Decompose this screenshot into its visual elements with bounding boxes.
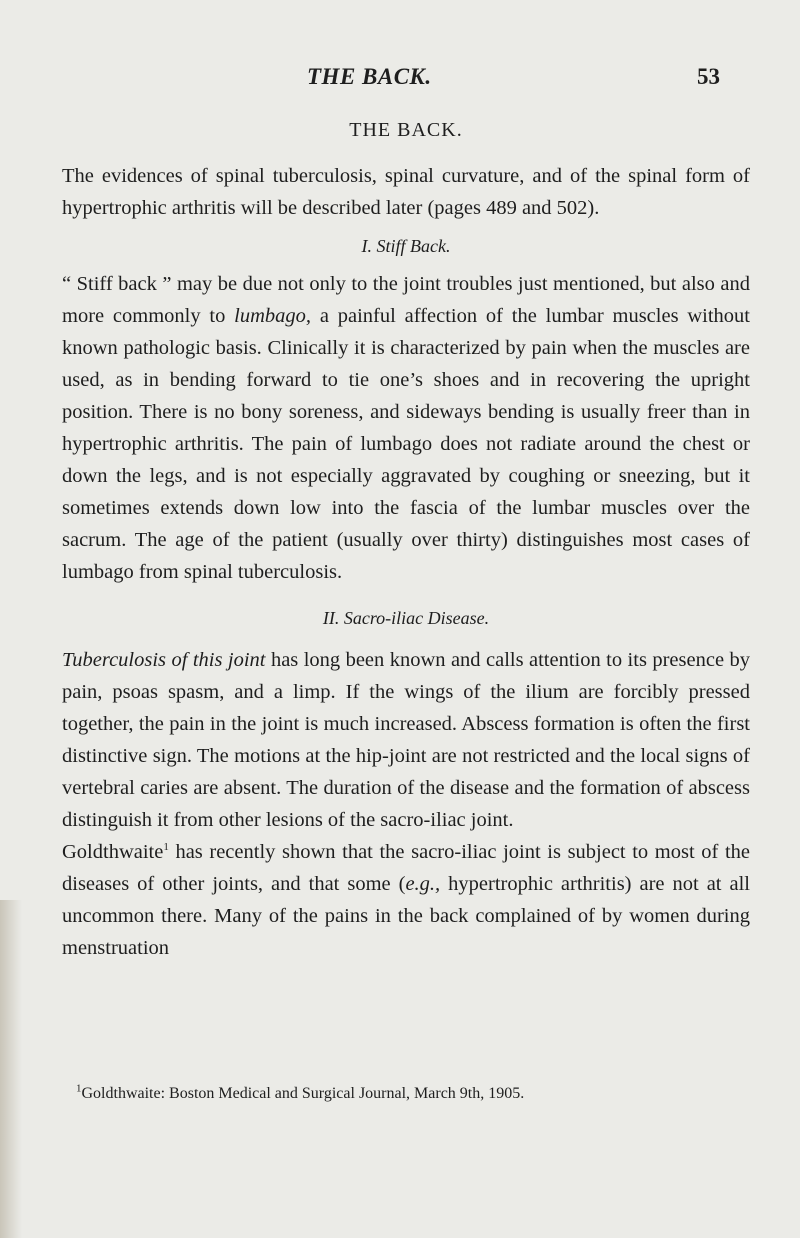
stiff-back-text-part1: “ Stiff back ” may be due not only to the joint troubles just mentioned, but also and more commonly to [62,273,750,327]
lumbago-italic: lumbago, [234,305,312,327]
tuberculosis-text: has long been known and calls attention to its presence by pain, psoas spasm, and a limp. If the wings of the ilium are forcibly pressed together, the pain in the joint is much increased. Abscess formation is often the first distinctive sign. The motions at the hip-joint are not restricted and the local signs of vertebral caries are absent. The duration of the disease and the formation of abscess distinguish it from other lesions of the sacro-iliac joint. [62,649,750,831]
page-number: 53 [697,64,720,89]
paragraph-tuberculosis-joint [62,644,750,836]
paragraph-goldthwaite [62,836,750,964]
goldthwaite-name: Goldthwaite [62,841,164,863]
subsection-heading-sacro-iliac: II. Sacro-iliac Disease. [322,608,490,628]
eg-italic: e.g., [405,873,441,895]
section-title: THE BACK. [349,119,463,141]
tuberculosis-italic: Tuberculosis of this joint [62,649,266,671]
subsection-heading-stiff-back: I. Stiff Back. [361,236,451,256]
goldthwaite-text-part2: hypertrophic arthritis) are not at all uncommon there. Many of the pains in the back complained of by women during menstruation [62,873,750,959]
goldthwaite-text-part1: has recently shown that the sacro-iliac joint is subject to most of the diseases of other joints, and that some ( [62,841,750,895]
running-head [0,64,800,94]
intro-paragraph: The evidences of spinal tuberculosis, spinal curvature, and of the spinal form of hypertrophic arthritis will be described later (pages 489 and 502). [62,165,750,219]
running-title: THE BACK. [307,64,432,89]
footnote [76,1084,524,1104]
footnote-marker: 1 [76,1082,82,1095]
stiff-back-text-part2: a painful affection of the lumbar muscles without known pathologic basis. Clinically it is characterized by pain when the muscles are used, as in bending forward to tie one’s shoes and in recovering the upright position. There is no bony soreness, and sideways bending is usually freer than in hypertrophic arthritis. The pain of lumbago does not radiate around the chest or down the legs, and is not especially aggravated by coughing or sneezing, but it sometimes extends down low into the fascia of the lumbar muscles over the sacrum. The age of the patient (usually over thirty) distinguishes most cases of lumbago from spinal tuberculosis. [62,305,750,583]
page-edge-shading [0,900,22,1238]
body-text [62,114,750,964]
footnote-reference: 1 [163,841,169,854]
paragraph-stiff-back [62,268,750,588]
footnote-text: Goldthwaite: Boston Medical and Surgical Journal, March 9th, 1905. [81,1085,525,1102]
